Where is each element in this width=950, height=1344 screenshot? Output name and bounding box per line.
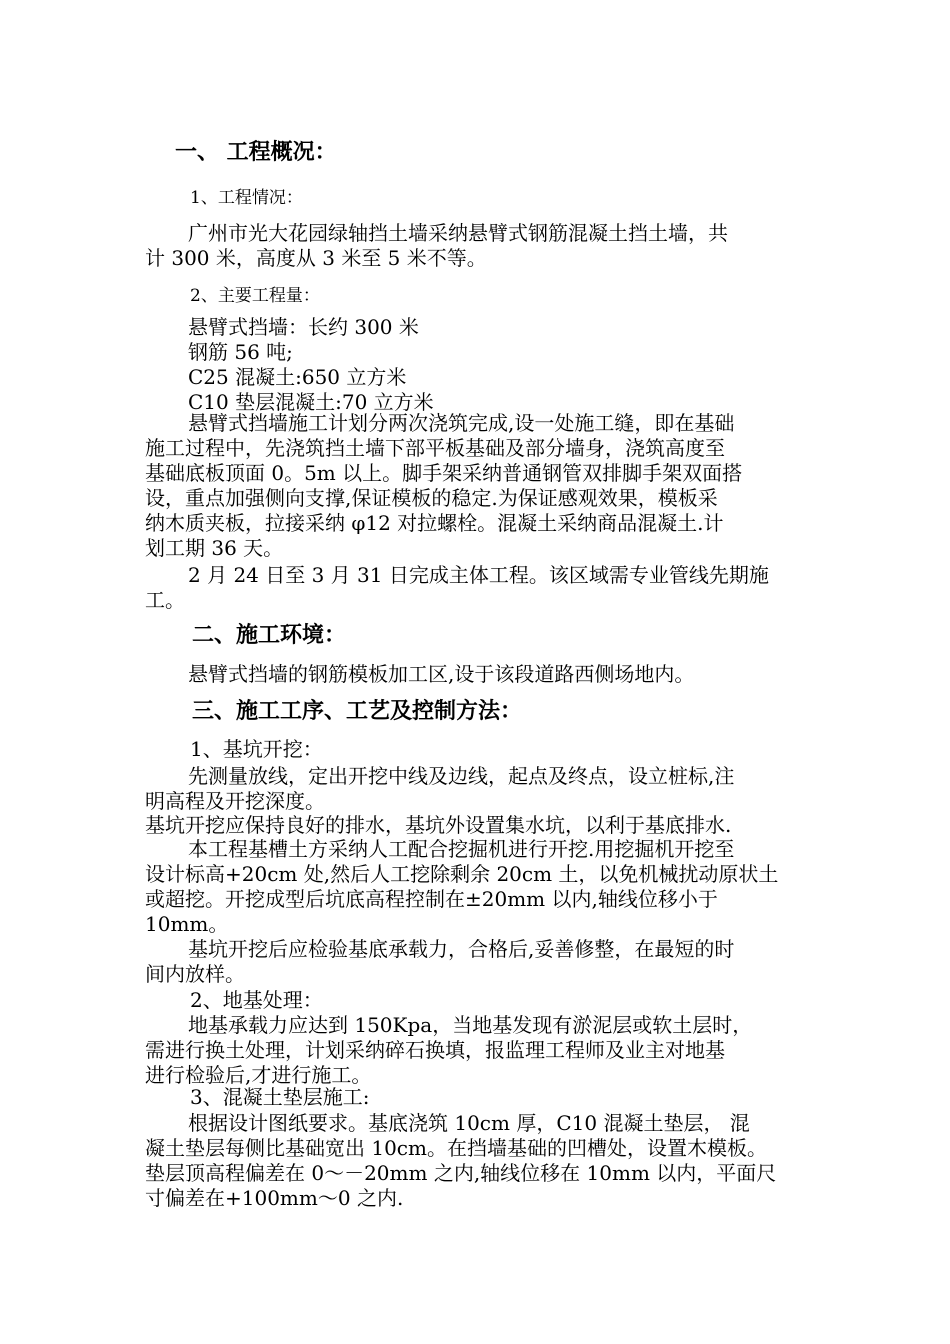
section-2-heading: 二、施工环境： (192, 623, 347, 648)
paragraph-line: 10mm。 (145, 912, 229, 936)
paragraph-line: 悬臂式挡墙的钢筋模板加工区,设于该段道路西侧场地内。 (188, 662, 695, 686)
section-1-heading: 一、 工程概况： (175, 140, 337, 165)
paragraph-line: 根据设计图纸要求。基底浇筑 10cm 厚，C10 混凝土垫层， 混 (188, 1111, 750, 1135)
paragraph-line: 施工过程中，先浇筑挡土墙下部平板基础及部分墙身，浇筑高度至 (145, 436, 725, 460)
paragraph-line: 工。 (145, 588, 185, 612)
paragraph-line: 设计标高+20cm 处,然后人工挖除剩余 20cm 土，以免机械扰动原状土 (145, 862, 779, 886)
paragraph-line: 或超挖。开挖成型后坑底高程控制在±20mm 以内,轴线位移小于 (145, 887, 718, 911)
subheading-main-quantities: 2、主要工程量： (190, 286, 320, 306)
paragraph-line: 先测量放线，定出开挖中线及边线，起点及终点，设立桩标,注 (188, 764, 735, 788)
paragraph-line: 纳木质夹板，拉接采纳 φ12 对拉螺栓。混凝土采纳商品混凝土.计 (145, 511, 724, 535)
paragraph-line: 凝土垫层每侧比基础宽出 10cm。在挡墙基础的凹槽处，设置木模板。 (145, 1136, 767, 1160)
paragraph-line: 设，重点加强侧向支撑,保证模板的稳定.为保证感观效果，模板采 (145, 486, 718, 510)
section-3-heading: 三、施工工序、工艺及控制方法： (192, 699, 523, 724)
paragraph-line: 基坑开挖后应检验基底承载力，合格后,妥善修整，在最短的时 (188, 937, 735, 961)
paragraph-line: 划工期 36 天。 (145, 536, 284, 560)
paragraph-line: 寸偏差在+100mm～0 之内. (145, 1186, 404, 1210)
paragraph-line: 基础底板顶面 0。5m 以上。脚手架采纳普通钢管双排脚手架双面搭 (145, 461, 743, 485)
subheading-concrete-cushion: 3、混凝土垫层施工: (190, 1085, 370, 1109)
subheading-engineering-status: 1、工程情况： (190, 188, 303, 208)
paragraph-line: 垫层顶高程偏差在 0～－20mm 之内,轴线位移在 10mm 以内，平面尺 (145, 1161, 777, 1185)
paragraph-line: 需进行换土处理，计划采纳碎石换填，报监理工程师及业主对地基 (145, 1038, 725, 1062)
subheading-foundation-pit: 1、基坑开挖： (190, 737, 323, 761)
quantity-item: 钢筋 56 吨; (188, 340, 293, 364)
paragraph-line: 地基承载力应达到 150Kpa，当地基发现有淤泥层或软土层时， (188, 1013, 753, 1037)
paragraph-line: 悬臂式挡墙施工计划分两次浇筑完成,设一处施工缝，即在基础 (188, 411, 735, 435)
quantity-item: C10 垫层混凝土:70 立方米 (188, 390, 434, 414)
paragraph-line: 计 300 米，高度从 3 米至 5 米不等。 (145, 246, 487, 270)
paragraph-line: 本工程基槽土方采纳人工配合挖掘机进行开挖.用挖掘机开挖至 (188, 837, 735, 861)
paragraph-line: 进行检验后,才进行施工。 (145, 1063, 372, 1087)
paragraph-line: 基坑开挖应保持良好的排水，基坑外设置集水坑，以利于基底排水. (145, 813, 732, 837)
quantity-item: C25 混凝土:650 立方米 (188, 365, 407, 389)
paragraph-line: 广州市光大花园绿轴挡土墙采纳悬臂式钢筋混凝土挡土墙，共 (188, 221, 728, 245)
quantity-item: 悬臂式挡墙：长约 300 米 (188, 315, 419, 339)
paragraph-line: 明高程及开挖深度。 (145, 789, 325, 813)
paragraph-line: 2 月 24 日至 3 月 31 日完成主体工程。该区域需专业管线先期施 (188, 563, 769, 587)
paragraph-line: 间内放样。 (145, 962, 245, 986)
subheading-foundation-treatment: 2、地基处理： (190, 988, 323, 1012)
